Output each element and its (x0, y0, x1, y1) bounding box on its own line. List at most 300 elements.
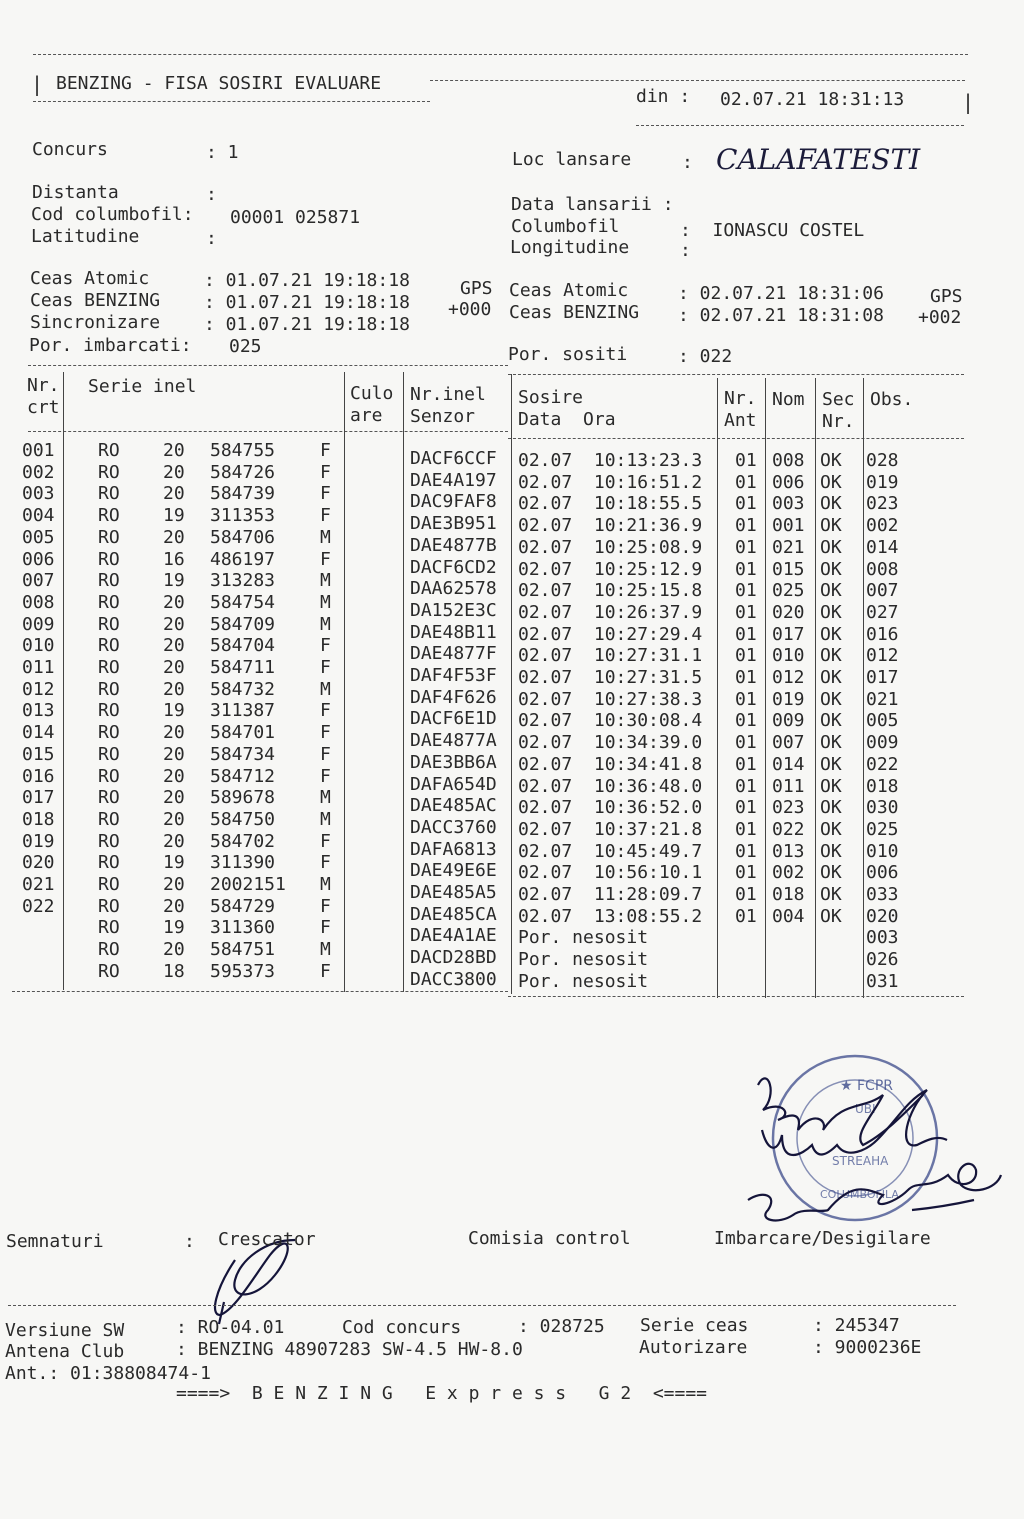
cell-nom: 011 (772, 775, 805, 797)
loc-lansare-handwritten: CALAFATESTI (716, 143, 921, 176)
cell-senzor: DAF4F626 (410, 686, 497, 708)
cell-sex: F (320, 917, 331, 939)
cell-obs: 023 (866, 493, 899, 515)
cell-sex: F (320, 765, 331, 787)
cell-nr: 005 (22, 526, 55, 548)
cell-nr: 012 (22, 678, 55, 700)
cell-sex: F (320, 461, 331, 483)
cell-senzor: DAE485A5 (410, 882, 497, 903)
col-serie-header: Serie inel (88, 376, 197, 397)
cell-obs: 031 (866, 970, 899, 992)
cell-sex: F (320, 743, 331, 765)
cell-sex: F (320, 635, 331, 657)
cell-obs: 016 (866, 623, 899, 645)
cell-sosire: Por. nesosit (518, 949, 649, 971)
cell-senzor: DACC3760 (410, 816, 497, 838)
cell-nr: 004 (22, 505, 55, 527)
cell-an: 20 (163, 722, 185, 744)
col-sec-header-2: Nr. (822, 411, 855, 432)
cell-tara: RO (98, 917, 120, 939)
concurs-value: : 1 (206, 142, 239, 163)
antena-club-value: : BENZING 48907283 SW-4.5 HW-8.0 (176, 1339, 523, 1360)
cell-inel: 584712 (210, 765, 276, 787)
cell-inel: 584734 (210, 743, 276, 765)
columbofil-value: : IONASCU COSTEL (680, 220, 865, 241)
report-datetime: 02.07.21 18:31:13 (720, 89, 905, 110)
loc-lansare-sep: : (682, 152, 693, 173)
cell-nom: 003 (772, 493, 805, 515)
cell-ant: 01 (735, 493, 757, 515)
cell-an: 20 (163, 678, 185, 700)
cell-sex: F (320, 483, 331, 505)
cell-sosire: Por. nesosit (518, 970, 649, 992)
cod-columbofil-label: Cod columbofil: (31, 204, 194, 225)
header-left-bar: | (31, 72, 44, 96)
longitudine-label: Longitudine (510, 237, 630, 258)
col-culoare-header-1: Culo (350, 383, 394, 404)
por-sositi-value: : 022 (678, 346, 733, 367)
col-sec-header-1: Sec (822, 389, 855, 410)
cell-obs: 027 (866, 601, 899, 623)
cell-sosire: 02.07 10:25:12.9 (518, 558, 703, 580)
cell-obs: 017 (866, 667, 899, 688)
cell-ant: 01 (735, 884, 757, 905)
cell-senzor: DAF4F53F (410, 665, 497, 686)
cell-tara: RO (98, 722, 120, 744)
concurs-label: Concurs (32, 139, 108, 160)
table-bottom-rule-right (508, 996, 964, 997)
cell-tara: RO (98, 505, 120, 527)
cell-nr: 010 (22, 635, 55, 657)
cell-inel: 584739 (210, 483, 276, 505)
col-divider-ant (765, 378, 766, 998)
cell-inel: 584704 (210, 635, 276, 657)
col-ant-header-1: Nr. (724, 388, 757, 409)
cell-obs: 006 (866, 862, 899, 884)
cell-sex: F (320, 657, 331, 678)
cell-sosire: 02.07 10:34:41.8 (518, 753, 703, 775)
cell-sosire: 02.07 10:25:08.9 (518, 536, 703, 558)
crescator-label: Crescator (218, 1229, 316, 1250)
cell-ant: 01 (735, 450, 757, 471)
cell-nr: 003 (22, 483, 55, 505)
cell-sec: OK (820, 862, 842, 884)
cell-obs: 030 (866, 797, 899, 819)
cell-inel: 2002151 (210, 874, 286, 895)
sincronizare-label: Sincronizare (30, 312, 161, 333)
cell-sosire: 02.07 10:36:52.0 (518, 797, 703, 819)
cell-an: 19 (163, 570, 185, 592)
cell-tara: RO (98, 613, 120, 635)
cell-nom: 012 (772, 667, 805, 688)
longitudine-value: : (680, 240, 691, 261)
cell-nom: 019 (772, 688, 805, 710)
cell-an: 20 (163, 613, 185, 635)
cell-an: 20 (163, 765, 185, 787)
cell-ant: 01 (735, 536, 757, 558)
cell-nr: 013 (22, 700, 55, 722)
cell-sex: M (320, 526, 331, 548)
cell-sosire: 02.07 10:18:55.5 (518, 493, 703, 515)
table-header-rule-right (508, 438, 964, 439)
cell-inel: 584751 (210, 939, 276, 961)
svg-text:COLUMBOFILA: COLUMBOFILA (820, 1188, 899, 1201)
por-imbarcati-label: Por. imbarcati: (29, 335, 192, 356)
autorizare-value: : 9000236E (813, 1337, 922, 1358)
cell-ant: 01 (735, 667, 757, 688)
cell-tara: RO (98, 461, 120, 483)
cell-senzor: DAE49E6E (410, 860, 497, 882)
cell-inel: 584706 (210, 526, 276, 548)
cell-nom: 013 (772, 840, 805, 862)
cell-an: 20 (163, 895, 185, 917)
cell-ant: 01 (735, 818, 757, 840)
header-mid-rule (430, 80, 965, 81)
cell-sec: OK (820, 558, 842, 580)
cell-sec: OK (820, 667, 842, 688)
cell-sex: F (320, 830, 331, 852)
crescator-signature-icon (215, 1240, 295, 1324)
cell-tara: RO (98, 939, 120, 961)
cell-nr: 019 (22, 830, 55, 852)
col-divider-sec (863, 378, 864, 998)
cell-tara: RO (98, 895, 120, 917)
cell-tara: RO (98, 874, 120, 895)
col-senzor-header-1: Nr.inel (410, 384, 486, 405)
cell-an: 20 (163, 440, 185, 461)
cell-nr: 009 (22, 613, 55, 635)
ceas-atomic-suffix-right: GPS (930, 286, 963, 307)
sincronizare-value: : 01.07.21 19:18:18 (204, 314, 410, 335)
cell-senzor: DAE4877A (410, 730, 497, 752)
ceas-atomic-label-left: Ceas Atomic (30, 268, 150, 289)
cell-sex: F (320, 722, 331, 744)
cell-tara: RO (98, 570, 120, 592)
cell-nom: 009 (772, 710, 805, 732)
cod-concurs-value: : 028725 (518, 1316, 605, 1337)
cell-nr: 018 (22, 808, 55, 830)
cell-nom: 018 (772, 884, 805, 905)
cell-tara: RO (98, 830, 120, 852)
cell-an: 20 (163, 483, 185, 505)
cell-ant: 01 (735, 797, 757, 819)
cell-nom: 002 (772, 862, 805, 884)
cell-ant: 01 (735, 710, 757, 732)
cell-an: 20 (163, 808, 185, 830)
cell-nom: 023 (772, 797, 805, 819)
cell-obs: 009 (866, 732, 899, 754)
cell-sec: OK (820, 536, 842, 558)
cell-inel: 584750 (210, 808, 276, 830)
col-sosire-header-1: Sosire (518, 387, 584, 408)
cell-nom: 014 (772, 753, 805, 775)
cell-obs: 033 (866, 884, 899, 905)
cell-an: 18 (163, 960, 185, 982)
cell-sex: F (320, 505, 331, 527)
antena-club-label: Antena Club (5, 1341, 125, 1362)
ceas-atomic-value-left: : 01.07.21 19:18:18 (204, 270, 410, 291)
svg-text:STREAHA: STREAHA (832, 1154, 889, 1168)
cell-tara: RO (98, 808, 120, 830)
cell-sex: F (320, 440, 331, 461)
cell-ant: 01 (735, 905, 757, 927)
col-divider-culoare (403, 372, 404, 992)
cell-nom: 025 (772, 580, 805, 602)
cell-nr: 001 (22, 440, 55, 461)
cell-an: 20 (163, 830, 185, 852)
cell-ant: 01 (735, 732, 757, 754)
latitudine-label: Latitudine (31, 226, 140, 247)
cell-sec: OK (820, 645, 842, 667)
cell-senzor: DAA62578 (410, 578, 497, 600)
por-imbarcati-value: 025 (229, 336, 262, 357)
cell-sec: OK (820, 471, 842, 493)
cell-sex: F (320, 700, 331, 722)
cell-tara: RO (98, 548, 120, 570)
col-divider-nom (815, 378, 816, 998)
cell-obs: 018 (866, 775, 899, 797)
cell-tara: RO (98, 960, 120, 982)
cell-sosire: 02.07 10:25:15.8 (518, 580, 703, 602)
cell-sex: F (320, 852, 331, 874)
cell-nr: 020 (22, 852, 55, 874)
cell-inel: 584702 (210, 830, 276, 852)
cell-an: 20 (163, 743, 185, 765)
cell-sosire: 02.07 10:30:08.4 (518, 710, 703, 732)
cell-obs: 005 (866, 710, 899, 732)
latitudine-value: : (206, 228, 217, 249)
semnaturi-label: Semnaturi (6, 1231, 104, 1252)
cell-tara: RO (98, 483, 120, 505)
col-sosire-header-2: Data Ora (518, 409, 616, 430)
ceas-atomic-suffix-left: GPS (460, 278, 493, 299)
cell-ant: 01 (735, 840, 757, 862)
por-sositi-label: Por. sositi (508, 344, 628, 365)
cell-sosire: 02.07 10:27:38.3 (518, 688, 703, 710)
cell-sec: OK (820, 818, 842, 840)
cell-sosire: 02.07 10:13:23.3 (518, 450, 703, 471)
col-ant-header-2: Ant (724, 410, 757, 431)
cell-ant: 01 (735, 862, 757, 884)
cell-obs: 002 (866, 515, 899, 537)
cell-senzor: DAE3BB6A (410, 751, 497, 773)
cell-ant: 01 (735, 753, 757, 775)
cell-sec: OK (820, 840, 842, 862)
cell-sosire: 02.07 10:27:31.1 (518, 645, 703, 667)
cell-ant: 01 (735, 558, 757, 580)
table-header-rule-left (28, 431, 508, 432)
cell-sosire: 02.07 10:21:36.9 (518, 515, 703, 537)
cell-nr: 008 (22, 591, 55, 613)
cell-nom: 020 (772, 601, 805, 623)
cell-nom: 010 (772, 645, 805, 667)
cell-nom: 015 (772, 558, 805, 580)
cell-an: 20 (163, 526, 185, 548)
cell-obs: 007 (866, 580, 899, 602)
cell-tara: RO (98, 657, 120, 678)
cell-tara: RO (98, 700, 120, 722)
cell-sex: M (320, 678, 331, 700)
cell-obs: 028 (866, 450, 899, 471)
col-obs-header: Obs. (870, 389, 914, 410)
cell-obs: 008 (866, 558, 899, 580)
cell-sec: OK (820, 623, 842, 645)
cell-sex: M (320, 570, 331, 592)
loc-lansare-label: Loc lansare (512, 149, 632, 170)
cell-sosire: 02.07 10:27:29.4 (518, 623, 703, 645)
cell-senzor: DACF6CCF (410, 448, 497, 469)
cell-obs: 020 (866, 905, 899, 927)
distanta-value: : (206, 184, 217, 205)
cell-nom: 006 (772, 471, 805, 493)
cell-senzor: DACF6CD2 (410, 556, 497, 578)
cell-senzor: DAE4A1AE (410, 925, 497, 947)
cell-sex: F (320, 960, 331, 982)
columbofil-label: Columbofil (511, 216, 620, 237)
header-bottom-rule-right (636, 125, 964, 126)
cell-sex: M (320, 591, 331, 613)
cell-an: 20 (163, 874, 185, 895)
cell-sec: OK (820, 797, 842, 819)
cell-nom: 008 (772, 450, 805, 471)
cell-inel: 584754 (210, 591, 276, 613)
cell-tara: RO (98, 526, 120, 548)
cell-ant: 01 (735, 601, 757, 623)
cell-senzor: DAFA6813 (410, 838, 497, 860)
cell-inel: 311387 (210, 700, 276, 722)
cell-ant: 01 (735, 580, 757, 602)
distanta-label: Distanta (32, 182, 119, 203)
ceas-benzing-suffix-left: +000 (448, 299, 492, 320)
cell-senzor: DAC9FAF8 (410, 491, 497, 513)
cell-sex: F (320, 548, 331, 570)
cell-sex: F (320, 895, 331, 917)
cell-inel: 584711 (210, 657, 276, 678)
benzing-express-banner: ====> B E N Z I N G E x p r e s s G 2 <==== (176, 1383, 708, 1404)
cell-nom: 007 (772, 732, 805, 754)
cell-sosire: 02.07 10:37:21.8 (518, 818, 703, 840)
cell-an: 20 (163, 787, 185, 809)
cell-inel: 584726 (210, 461, 276, 483)
header-right-bar: | (962, 90, 975, 114)
cell-senzor: DACF6E1D (410, 708, 497, 730)
cell-sec: OK (820, 580, 842, 602)
cell-ant: 01 (735, 623, 757, 645)
cell-inel: 486197 (210, 548, 276, 570)
cell-senzor: DAE4877F (410, 643, 497, 665)
cell-senzor: DACD28BD (410, 947, 497, 969)
table-bottom-rule-left (12, 991, 508, 992)
cell-sec: OK (820, 710, 842, 732)
header-bottom-rule-left (33, 101, 430, 102)
autorizare-label: Autorizare (639, 1337, 748, 1358)
cell-tara: RO (98, 743, 120, 765)
ceas-benzing-value-left: : 01.07.21 19:18:18 (204, 292, 410, 313)
cell-nr: 002 (22, 461, 55, 483)
svg-text:UBI: UBI (855, 1102, 876, 1116)
cell-ant: 01 (735, 515, 757, 537)
cell-inel: 595373 (210, 960, 276, 982)
cell-nr: 014 (22, 722, 55, 744)
cell-sosire: 02.07 11:28:09.7 (518, 884, 703, 905)
cell-tara: RO (98, 852, 120, 874)
cell-sex: M (320, 939, 331, 961)
cell-sosire: 02.07 10:16:51.2 (518, 471, 703, 493)
cell-an: 20 (163, 939, 185, 961)
cell-inel: 313283 (210, 570, 276, 592)
cell-obs: 026 (866, 949, 899, 971)
table-top-rule-left (28, 365, 508, 366)
cell-nr: 022 (22, 895, 55, 917)
ceas-benzing-label-right: Ceas BENZING (509, 302, 640, 323)
cell-nr: 006 (22, 548, 55, 570)
cell-sec: OK (820, 753, 842, 775)
cell-nom: 001 (772, 515, 805, 537)
cell-inel: 584732 (210, 678, 276, 700)
serie-ceas-value: : 245347 (813, 1315, 900, 1336)
cell-nom: 021 (772, 536, 805, 558)
cell-sosire: 02.07 10:56:10.1 (518, 862, 703, 884)
cell-an: 19 (163, 852, 185, 874)
cell-sec: OK (820, 732, 842, 754)
col-senzor-header-2: Senzor (410, 406, 476, 427)
col-nr-header-2: crt (27, 397, 60, 418)
cell-inel: 584701 (210, 722, 276, 744)
col-nom-header: Nom (772, 389, 805, 410)
cell-sec: OK (820, 905, 842, 927)
cell-obs: 022 (866, 753, 899, 775)
cell-inel: 584755 (210, 440, 276, 461)
cell-tara: RO (98, 635, 120, 657)
cell-tara: RO (98, 787, 120, 809)
imbarcare-desigilare-label: Imbarcare/Desigilare (714, 1228, 931, 1249)
cell-sec: OK (820, 884, 842, 905)
cell-inel: 589678 (210, 787, 276, 809)
header-top-rule (33, 54, 968, 55)
cell-sex: M (320, 613, 331, 635)
col-divider-serie (344, 372, 345, 992)
cod-columbofil-value: 00001 025871 (230, 207, 361, 228)
cell-senzor: DA152E3C (410, 599, 497, 621)
cell-senzor: DAE48B11 (410, 621, 497, 643)
cell-sosire: 02.07 10:36:48.0 (518, 775, 703, 797)
cell-inel: 311353 (210, 505, 276, 527)
cell-nr: 021 (22, 874, 55, 895)
cell-tara: RO (98, 678, 120, 700)
cell-tara: RO (98, 591, 120, 613)
serie-ceas-label: Serie ceas (640, 1315, 749, 1336)
cell-ant: 01 (735, 471, 757, 493)
cell-inel: 584709 (210, 613, 276, 635)
cell-inel: 311390 (210, 852, 276, 874)
cell-nr: 016 (22, 765, 55, 787)
cell-senzor: DAE3B951 (410, 513, 497, 535)
cell-inel: 584729 (210, 895, 276, 917)
cell-nr: 011 (22, 657, 55, 678)
cell-an: 20 (163, 461, 185, 483)
cell-obs: 003 (866, 927, 899, 949)
cell-sec: OK (820, 493, 842, 515)
cell-sex: M (320, 787, 331, 809)
cell-sosire: 02.07 13:08:55.2 (518, 905, 703, 927)
cell-sec: OK (820, 450, 842, 471)
cell-sosire: 02.07 10:26:37.9 (518, 601, 703, 623)
col-divider-nr (63, 372, 64, 990)
cell-nom: 004 (772, 905, 805, 927)
cell-nr: 007 (22, 570, 55, 592)
cell-ant: 01 (735, 645, 757, 667)
cell-senzor: DAE485AC (410, 795, 497, 817)
